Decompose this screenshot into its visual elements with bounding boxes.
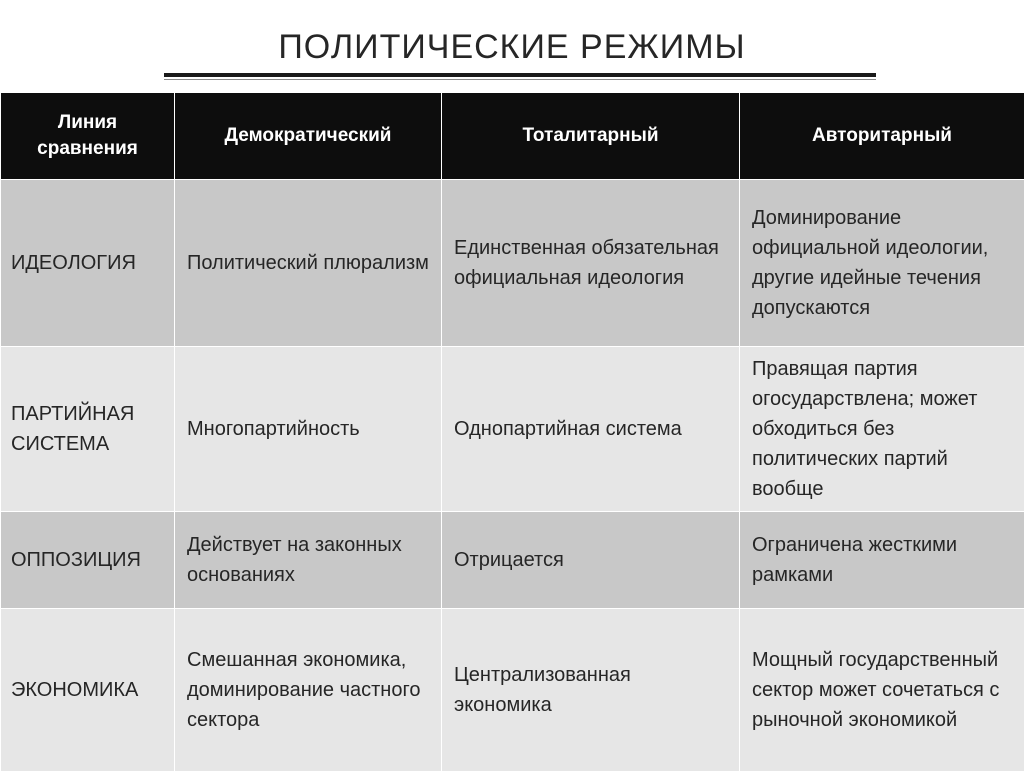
table-cell: Однопартийная система xyxy=(442,347,740,512)
row-label-opposition: ОППОЗИЦИЯ xyxy=(1,512,175,609)
table-row xyxy=(1,347,1024,512)
row-label-ideology: ИДЕОЛОГИЯ xyxy=(1,180,175,347)
table-cell: Отрицается xyxy=(442,512,740,609)
row-label-economy: ЭКОНОМИКА xyxy=(1,609,175,772)
table-cell: Политический плюрализм xyxy=(175,180,442,347)
table-row xyxy=(1,609,1024,772)
row-label-party-system: ПАРТИЙНАЯ СИСТЕМА xyxy=(1,347,175,512)
table-cell: Ограничена жесткими рамками xyxy=(740,512,1024,609)
table-cell: Смешанная экономика, доминирование частного сектора xyxy=(175,609,442,772)
title-underline-thin xyxy=(164,79,876,80)
table-cell: Мощный государственный сектор может сочетаться с рыночной экономикой xyxy=(740,609,1024,772)
table-row xyxy=(1,512,1024,609)
table-cell: Многопартийность xyxy=(175,347,442,512)
table-row xyxy=(1,180,1024,347)
table-cell: Действует на законных основаниях xyxy=(175,512,442,609)
table-header-row xyxy=(1,93,1024,180)
table-cell: Единственная обязательная официальная идеология xyxy=(442,180,740,347)
table-cell: Доминирование официальной идеологии, другие идейные течения допускаются xyxy=(740,180,1024,347)
header-totalitarian: Тоталитарный xyxy=(442,93,740,180)
page-title: ПОЛИТИЧЕСКИЕ РЕЖИМЫ xyxy=(0,28,1024,67)
header-comparison-line: Линия сравнения xyxy=(1,93,175,180)
title-underline xyxy=(164,73,876,77)
table-cell: Централизованная экономика xyxy=(442,609,740,772)
table-cell: Правящая партия огосударствлена; может обходиться без политических партий вообще xyxy=(740,347,1024,512)
header-authoritarian: Авторитарный xyxy=(740,93,1024,180)
header-democratic: Демократический xyxy=(175,93,442,180)
comparison-table xyxy=(0,92,1024,772)
